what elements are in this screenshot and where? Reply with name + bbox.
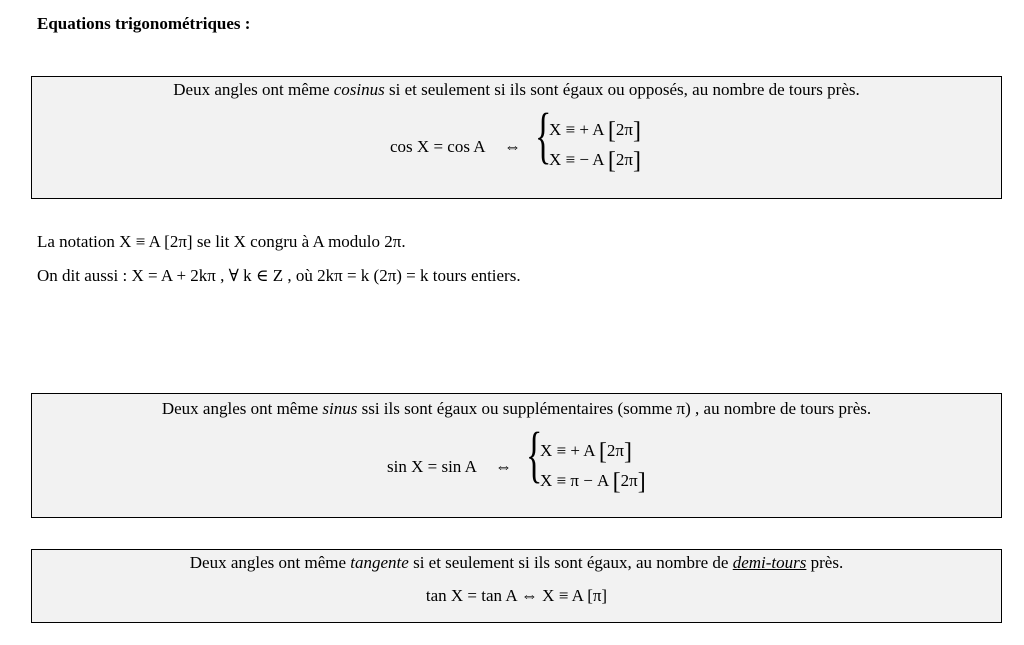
sine-system-brace: { [526,421,543,489]
tangent-demi-tours: demi-tours [732,553,807,572]
notation-line-2: On dit aussi : X = A + 2kπ , ∀ k ∈ Z , où 2kπ = k (2π) = k tours entiers. [37,266,521,285]
cosine-system [549,115,641,175]
tangent-sentence-end: près. [810,553,844,572]
tangent-formula: tan X = tan A ⇔ X ≡ A [π] [425,586,608,605]
sine-equivalence: ⇔ [495,457,512,476]
sine-case-2: X ≡ π − A [2π] [540,469,646,495]
sine-sentence-start: Deux angles ont même [161,399,323,418]
cosine-case-2: X ≡ − A [2π] [549,148,641,174]
tangent-sentence-middle: si et seulement si ils sont égaux, au nombre de [413,553,733,572]
cosine-system-brace: { [535,102,552,170]
cosine-sentence-end: si et seulement si ils sont égaux ou opposés, au nombre de tours près. [389,80,860,99]
sine-system [540,436,646,496]
tangent-rule-box [31,549,1002,623]
notation-line-1: La notation X ≡ A [2π] se lit X congru à A modulo 2π. [37,232,406,251]
sine-case-1: X ≡ + A [2π] [540,439,632,465]
cosine-case-1: X ≡ + A [2π] [549,118,641,144]
cosine-keyword: cosinus [333,80,385,99]
page-title: Equations trigonométriques : [37,14,251,33]
sine-rule-sentence [32,399,1001,419]
sine-rule-box [31,393,1002,518]
cosine-rule-sentence [32,80,1001,100]
sine-keyword: sinus [322,399,358,418]
tangent-rule-sentence [32,553,1001,573]
cosine-equivalence: ⇔ [504,137,521,156]
tangent-keyword: tangente [350,553,409,572]
cosine-lhs: cos X = cos A [390,137,486,156]
cosine-rule-box [31,76,1002,199]
tangent-sentence-start: Deux angles ont même [189,553,351,572]
sine-sentence-end: ssi ils sont égaux ou supplémentaires (somme π) , au nombre de tours près. [361,399,872,418]
cosine-sentence-start: Deux angles ont même [173,80,334,99]
sine-lhs: sin X = sin A [387,457,477,476]
